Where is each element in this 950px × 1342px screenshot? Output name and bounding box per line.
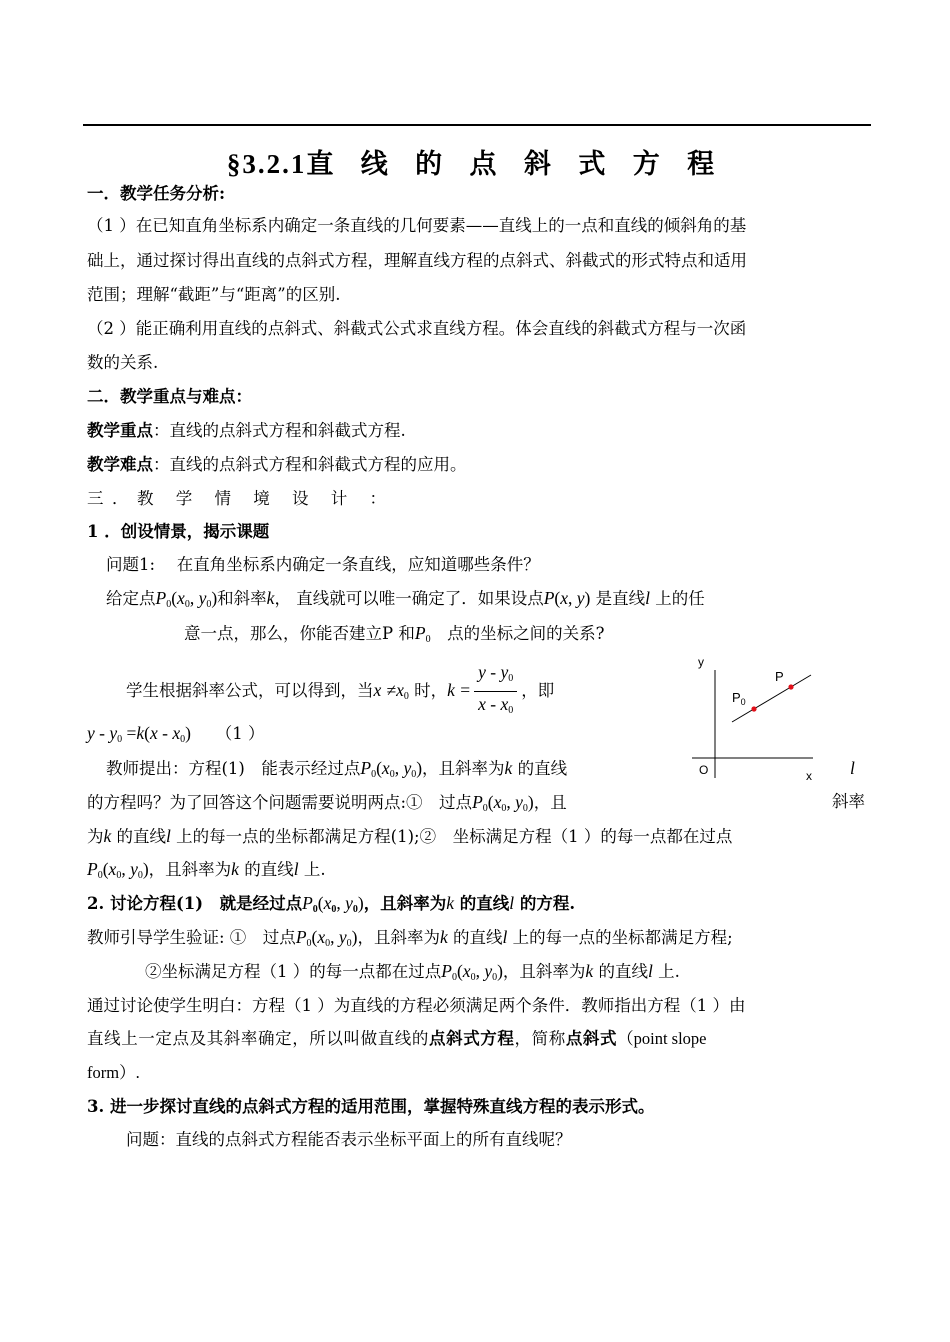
question-1: 问题1: 在直角坐标系内确定一条直线，应知道哪些条件？ — [106, 555, 540, 574]
section-2-heading: 二．教学重点与难点： — [87, 387, 252, 406]
paragraph-2-line-1: （2 ）能正确利用直线的点斜式、斜截式公式求直线方程。体会直线的斜截式方程与一次函 — [87, 319, 747, 338]
discussion-line-2: 直线上一定点及其斜率确定，所以叫做直线的点斜式方程，简称点斜式（point slope — [87, 1029, 707, 1048]
key-point-line: 教学重点：直线的点斜式方程和斜截式方程. — [87, 421, 406, 440]
p0-label: $P_0$ — [732, 690, 746, 707]
point-p — [788, 684, 793, 689]
difficulty-line: 教学难点：直线的点斜式方程和斜截式方程的应用。 — [87, 455, 467, 474]
p-label: P — [775, 669, 784, 684]
page-title: §3.2.1直 线 的 点 斜 式 方 程 — [226, 149, 724, 180]
slope-fraction: $\frac{y - y_0}{x - x_0}$ — [474, 662, 517, 721]
question-2: 问题：直线的点斜式方程能否表示坐标平面上的所有直线呢？ — [126, 1130, 572, 1149]
teacher-line-2: 的方程吗？为了回答这个问题需要说明两点:① 过点$P_0(x_0$, $y_0$)，且 — [87, 792, 567, 814]
subsection-3-heading: 3. 进一步探讨直线的点斜式方程的适用范围，掌握特殊直线方程的表示形式。 — [87, 1097, 655, 1116]
verify-line-2: ②坐标满足方程（1 ）的每一点都在过点$P_0(x_0$, $y_0$)，且斜率为k 的直线l 上. — [145, 961, 680, 983]
paragraph-1-line-1: （1 ）在已知直角坐标系内确定一条直线的几何要素——直线上的一点和直线的倾斜角的基 — [87, 216, 747, 235]
line-l-symbol: l — [850, 758, 855, 778]
teacher-line-4: $P_0(x_0$, $y_0$)，且斜率为k 的直线l 上. — [87, 859, 326, 881]
given-point-line: 给定点$P_0(x_0$, $y_0$)和斜率k， 直线就可以唯一确定了．如果设点P(x, y) 是直线l 上的任 — [106, 588, 705, 610]
discussion-line-3: form）. — [87, 1063, 140, 1082]
paragraph-2-line-2: 数的关系. — [87, 353, 159, 372]
slope-formula-line: 学生根据斜率公式，可以得到，当$x \ne x_0$ 时，k = $\frac{y - y_0}{x - x_0}$ ，即 — [126, 662, 554, 721]
any-point-line: 意一点，那么，你能否建立P 和$P_0$ 点的坐标之间的关系? — [184, 623, 605, 645]
coordinate-figure — [688, 650, 828, 790]
point-slope-equation: $y - y_0 =k(x - x_0)$ （1 ） — [87, 723, 265, 745]
origin-label: O — [699, 763, 709, 777]
paragraph-1-line-3: 范围；理解“截距”与“距离”的区别. — [87, 285, 341, 304]
discussion-line-1: 通过讨论使学生明白：方程（1 ）为直线的方程必须满足两个条件．教师指出方程（1 ）由 — [87, 996, 746, 1015]
section-3-heading: 三．教 学 情 境 设 计 ： — [87, 489, 395, 508]
subsection-2-heading: 2. 讨论方程(1) 就是经过点$P_0(x_0$, $y_0$)，且斜率为k 的直线l 的方程. — [87, 893, 576, 915]
paragraph-1-line-2: 础上，通过探讨得出直线的点斜式方程，理解直线方程的点斜式、斜截式的形式特点和适用 — [87, 251, 747, 270]
y-axis-label: y — [698, 655, 704, 669]
x-axis-label: x — [806, 769, 812, 783]
verify-line-1: 教师引导学生验证: ① 过点$P_0(x_0$, $y_0$)，且斜率为k 的直线l 上的每一点的坐标都满足方程; — [87, 927, 733, 949]
teacher-line-1: 教师提出：方程(1) 能表示经过点$P_0(x_0$, $y_0$)，且斜率为k 的直线 — [106, 758, 568, 780]
point-p0 — [751, 706, 756, 711]
section-1-heading: 一．教学任务分析: — [87, 184, 226, 203]
teacher-line-2-end: 斜率 — [832, 792, 865, 811]
teacher-line-3: 为k 的直线l 上的每一点的坐标都满足方程(1);② 坐标满足方程（1 ）的每一点都在过点 — [87, 826, 733, 846]
header-rule — [83, 124, 871, 126]
subsection-1-heading: 1 ．创设情景，揭示课题 — [87, 522, 270, 541]
